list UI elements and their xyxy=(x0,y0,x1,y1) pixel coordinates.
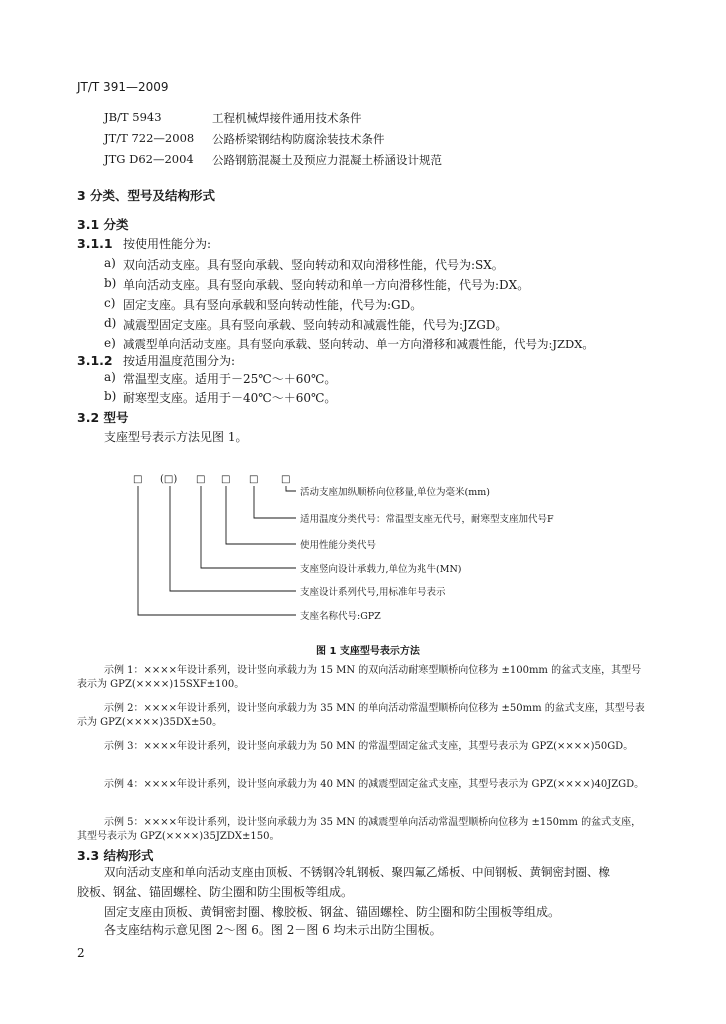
diagram-box: (□) xyxy=(160,474,178,485)
reference-code: JT/T 722—2008 xyxy=(104,131,195,145)
reference-title: 公路桥梁钢结构防腐涂装技术条件 xyxy=(212,132,385,146)
list-item: 单向活动支座。具有竖向承载、竖向转动和单一方向滑移性能，代号为:DX。 xyxy=(123,278,530,292)
list-item-label: e) xyxy=(104,336,116,350)
structure-paragraph: 固定支座由顶板、黄铜密封圈、橡胶板、钢盆、锚固螺栓、防尘圈和防尘围板等组成。 xyxy=(104,905,561,919)
structure-paragraph: 各支座结构示意见图 2～图 6。图 2－图 6 均未示出防尘围板。 xyxy=(104,923,442,937)
reference-title: 公路钢筋混凝土及预应力混凝土桥涵设计规范 xyxy=(212,153,442,167)
section-3-1-2-number: 3.1.2 xyxy=(77,353,113,368)
section-3-2-intro: 支座型号表示方法见图 1。 xyxy=(104,430,248,444)
diagram-box: □ xyxy=(281,474,291,485)
reference-code: JTG D62—2004 xyxy=(104,152,194,166)
section-3-3-title: 3.3 结构形式 xyxy=(77,848,154,863)
leader-lines xyxy=(138,486,296,615)
diagram-label: 使用性能分类代号 xyxy=(300,540,377,551)
list-item-label: a) xyxy=(104,256,116,270)
diagram-box: □ xyxy=(249,474,259,485)
model-designation-diagram xyxy=(0,460,726,645)
diagram-box: □ xyxy=(196,474,206,485)
diagram-label: 支座竖向设计承载力,单位为兆牛(MN) xyxy=(300,564,462,575)
list-item-label: b) xyxy=(104,389,117,403)
list-item-label: b) xyxy=(104,276,117,290)
diagram-box: □ xyxy=(221,474,231,485)
section-3-2-title: 3.2 型号 xyxy=(77,410,129,425)
diagram-label: 适用温度分类代号：常温型支座无代号，耐寒型支座加代号F xyxy=(300,514,554,525)
section-3-1-1-number: 3.1.1 xyxy=(77,236,113,251)
example-paragraph: 示例 4：××××年设计系列，设计竖向承载力为 40 MN 的减震型固定盆式支座，其型号表示为 GPZ(××××)40JZGD。 xyxy=(104,779,645,790)
list-item: 固定支座。具有竖向承载和竖向转动性能，代号为:GD。 xyxy=(123,298,423,312)
section-3-1-2-text: 按适用温度范围分为: xyxy=(123,354,236,368)
list-item: 减震型单向活动支座。具有竖向承载、竖向转动、单一方向滑移和减震性能，代号为:JZDX。 xyxy=(123,337,594,351)
example-paragraph: 示例 2：××××年设计系列，设计竖向承载力为 35 MN 的单向活动常温型顺桥向位移为 ±50mm 的盆式支座，其型号表示为 GPZ(××××)35DX±50。 xyxy=(77,703,645,728)
list-item-label: d) xyxy=(104,316,117,330)
list-item-label: a) xyxy=(104,370,116,384)
structure-paragraph-line: 双向活动支座和单向活动支座由顶板、不锈钢冷轧钢板、聚四氟乙烯板、中间钢板、黄铜密封圈、橡 xyxy=(104,865,610,879)
reference-title: 工程机械焊接件通用技术条件 xyxy=(212,111,362,125)
list-item-label: c) xyxy=(104,296,116,310)
page-number: 2 xyxy=(77,946,85,960)
list-item: 双向活动支座。具有竖向承载、竖向转动和双向滑移性能，代号为:SX。 xyxy=(123,258,504,272)
standard-code-header: JT/T 391—2009 xyxy=(77,80,169,94)
section-3-title: 3 分类、型号及结构形式 xyxy=(77,188,216,203)
figure-1-caption: 图 1 支座型号表示方法 xyxy=(316,646,420,657)
example-paragraph: 示例 1：××××年设计系列，设计竖向承载力为 15 MN 的双向活动耐寒型顺桥向位移为 ±100mm 的盆式支座，其型号表示为 GPZ(××××)15SXF±100。 xyxy=(77,665,642,690)
diagram-label: 活动支座加纵顺桥向位移量,单位为毫米(mm) xyxy=(300,487,490,498)
section-3-1-title: 3.1 分类 xyxy=(77,217,129,232)
reference-code: JB/T 5943 xyxy=(104,110,162,124)
structure-paragraph-line: 胶板、钢盆、锚固螺栓、防尘圈和防尘围板等组成。 xyxy=(77,885,354,899)
list-item: 常温型支座。适用于－25℃～＋60℃。 xyxy=(123,372,337,386)
diagram-label: 支座设计系列代号,用标准年号表示 xyxy=(300,587,446,598)
list-item: 减震型固定支座。具有竖向承载、竖向转动和减震性能，代号为:JZGD。 xyxy=(123,318,508,332)
example-paragraph: 示例 5：××××年设计系列，设计竖向承载力为 35 MN 的减震型单向活动常温型顺桥向位移为 ±150mm 的盆式支座，其型号表示为 GPZ(××××)35JZDX±150。 xyxy=(77,817,642,842)
example-paragraph: 示例 3：××××年设计系列，设计竖向承载力为 50 MN 的常温型固定盆式支座，其型号表示为 GPZ(××××)50GD。 xyxy=(104,741,634,752)
list-item: 耐寒型支座。适用于－40℃～＋60℃。 xyxy=(123,391,337,405)
diagram-box: □ xyxy=(133,474,143,485)
section-3-1-1-text: 按使用性能分为: xyxy=(123,237,212,251)
diagram-label: 支座名称代号:GPZ xyxy=(300,611,381,622)
